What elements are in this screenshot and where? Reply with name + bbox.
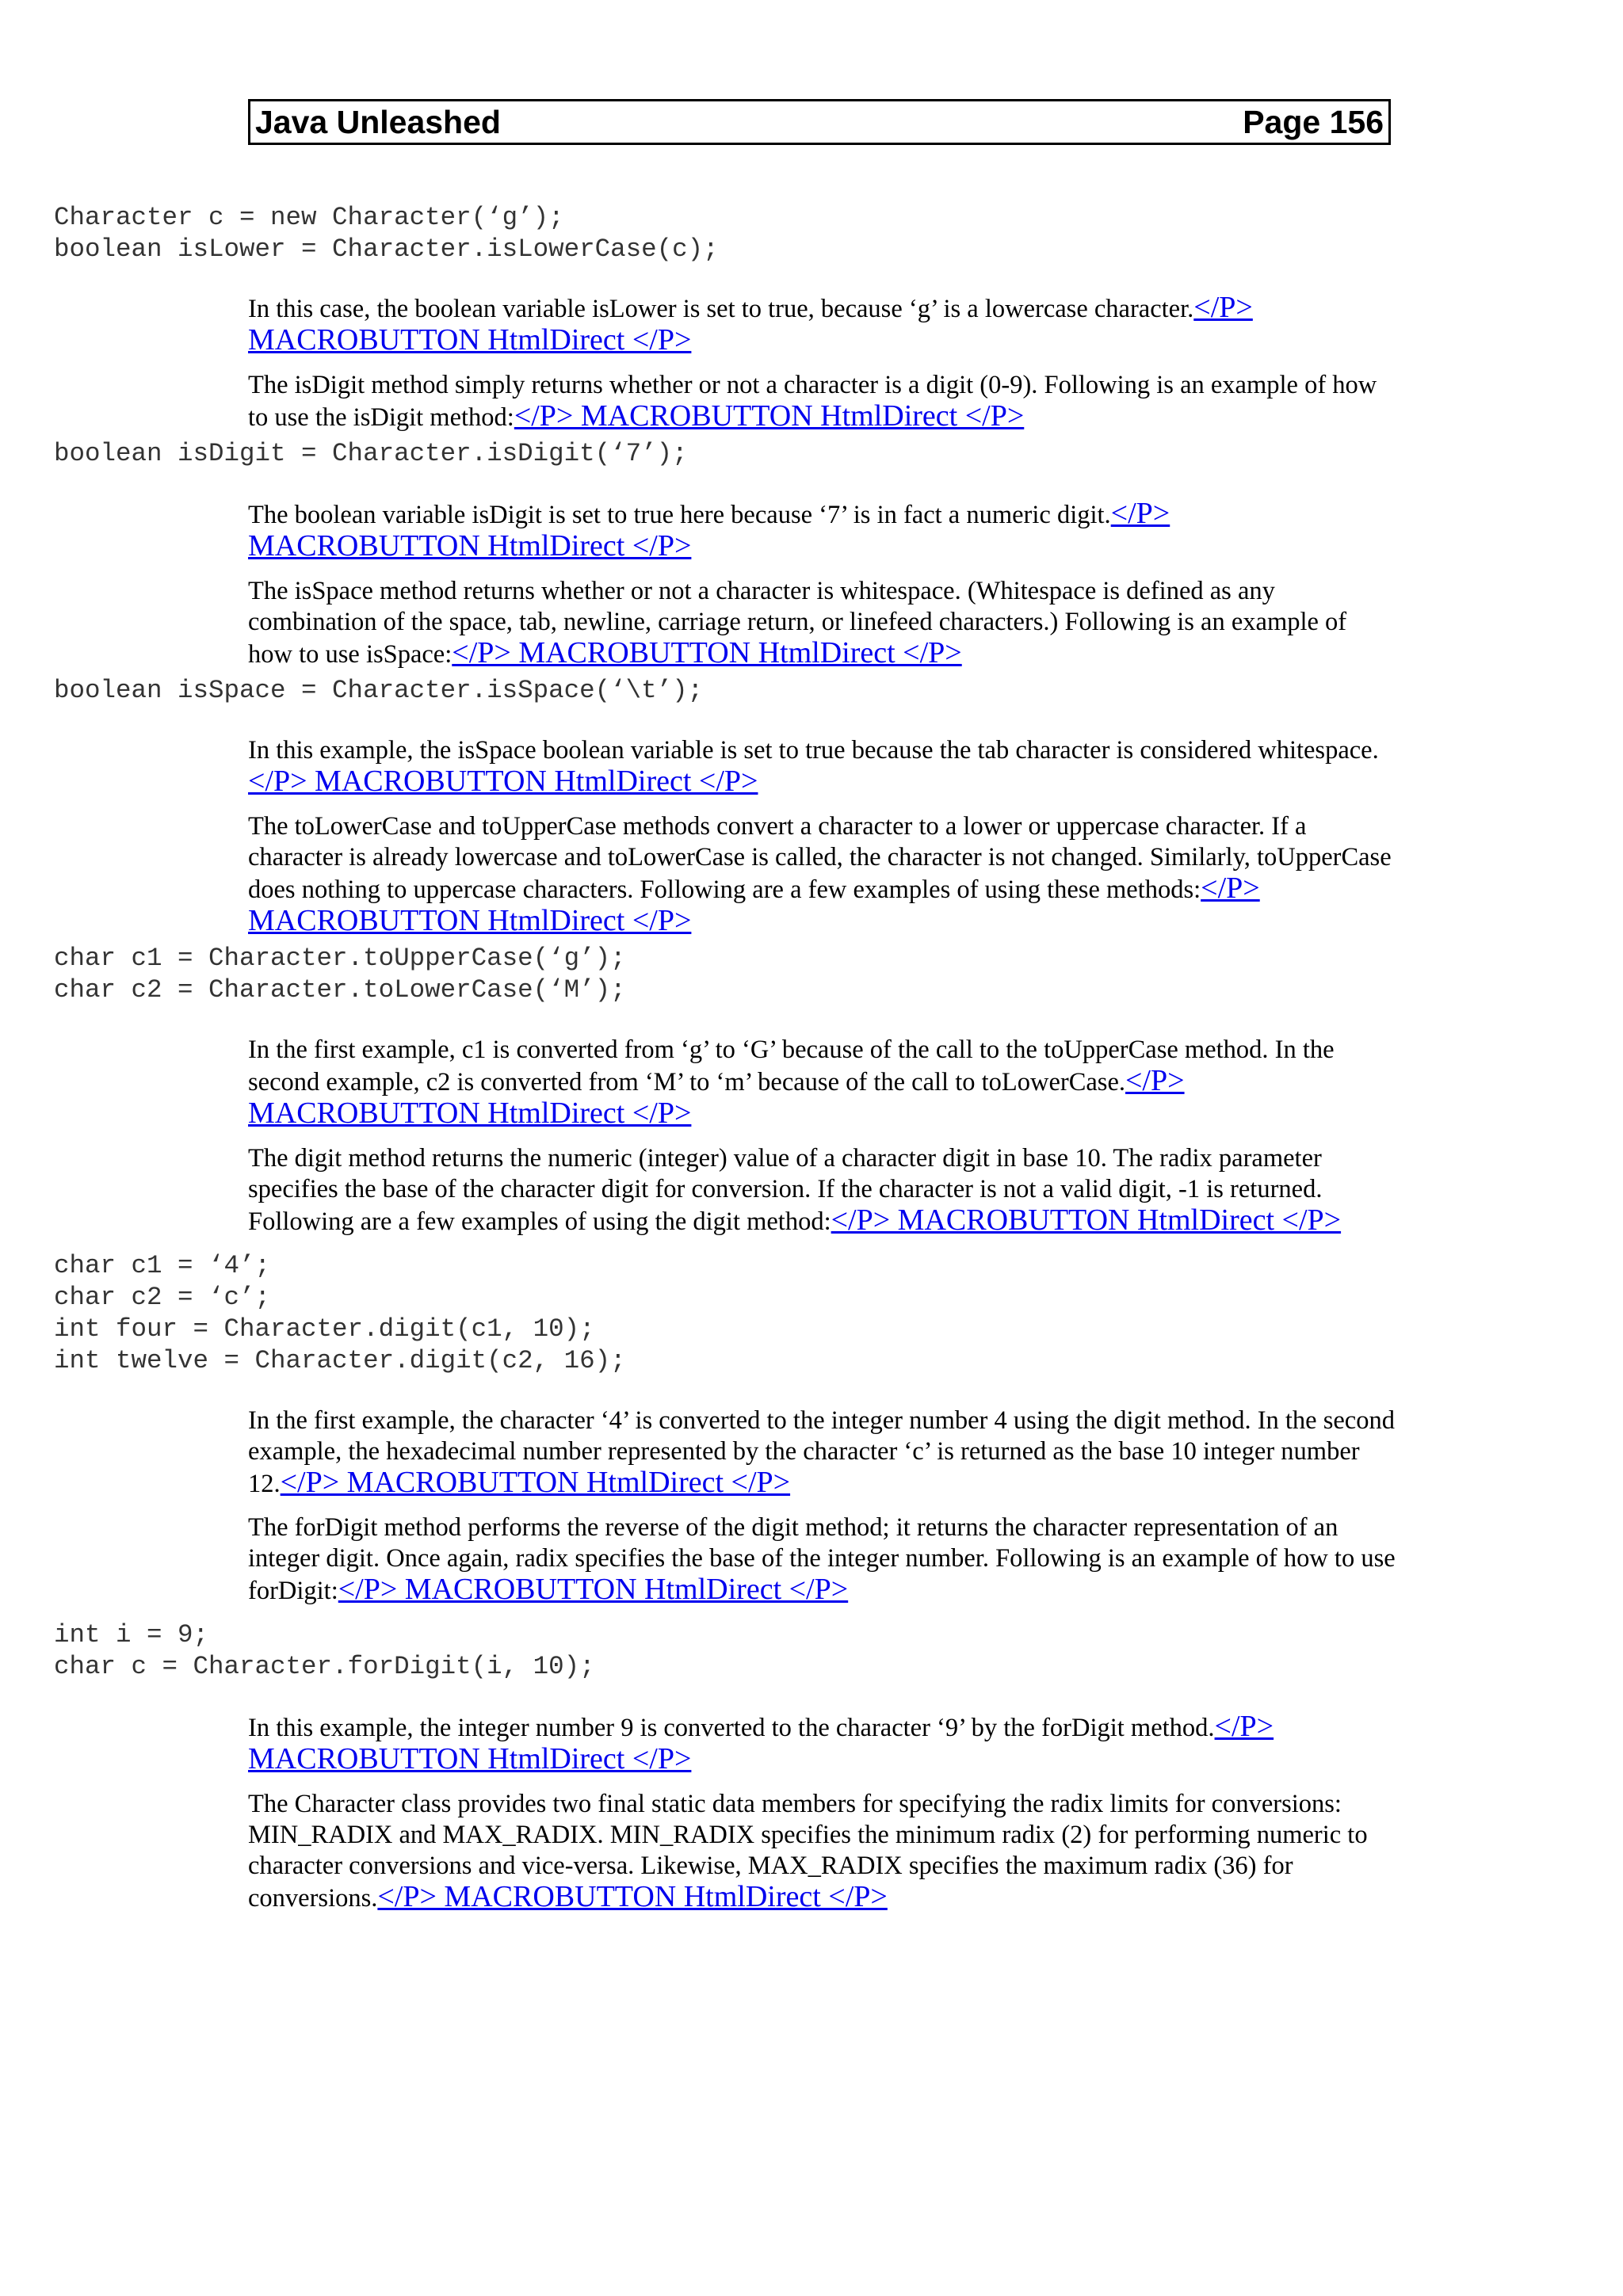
- paragraph-text: The Character class provides two final static data members for specifying the radix limits for conversions: MIN_RADIX and MAX_RADIX. MIN_RADIX specifies the minimum radix (2) for performing numeric to character conversions and vice-versa. Likewise, MAX_RADIX specifies the maximum radix (36) for conversions.: [248, 1790, 1368, 1913]
- code-line: char c = Character.forDigit(i, 10);: [54, 1652, 595, 1681]
- paragraph-text: In this case, the boolean variable isLower is set to true, because ‘g’ is a lowercase character.: [248, 295, 1194, 323]
- paragraph: [248, 811, 1397, 938]
- paragraph: [248, 735, 1397, 799]
- code-line: char c1 = ‘4’;: [54, 1251, 271, 1280]
- code-block: [0, 675, 1623, 707]
- code-line: Character c = new Character(‘g’);: [54, 203, 564, 232]
- paragraph-text: The forDigit method performs the reverse of the digit method; it returns the character representation of an integer digit. Once again, radix specifies the base of the integer number. Following is an example of how to use forDigit:: [248, 1513, 1396, 1605]
- macrobutton-link[interactable]: </P> MACROBUTTON HtmlDirect </P>: [280, 1466, 791, 1499]
- code-block: [0, 943, 1623, 1006]
- paragraph: [248, 1711, 1397, 1776]
- code-line: char c2 = ‘c’;: [54, 1283, 271, 1312]
- code-line: boolean isLower = Character.isLowerCase(c);: [54, 235, 719, 264]
- paragraph: [248, 576, 1397, 670]
- code-block: [0, 438, 1623, 470]
- book-title: Java Unleashed: [255, 103, 501, 140]
- paragraph: [248, 1143, 1397, 1238]
- code-line: int i = 9;: [54, 1620, 209, 1650]
- paragraph: [248, 1035, 1397, 1131]
- paragraph: [248, 370, 1397, 433]
- macrobutton-link[interactable]: </P> MACROBUTTON HtmlDirect </P>: [377, 1880, 888, 1913]
- paragraph: [248, 498, 1397, 563]
- macrobutton-link[interactable]: </P> MACROBUTTON HtmlDirect </P>: [248, 497, 1170, 563]
- code-block: [0, 1250, 1623, 1377]
- paragraph-text: In this example, the integer number 9 is converted to the character ‘9’ by the forDigit method.: [248, 1714, 1215, 1742]
- macrobutton-link[interactable]: </P> MACROBUTTON HtmlDirect </P>: [338, 1573, 849, 1606]
- paragraph: [248, 1405, 1397, 1500]
- paragraph: [248, 1789, 1397, 1914]
- page-number: Page 156: [1243, 103, 1384, 140]
- code-block: [0, 202, 1623, 265]
- macrobutton-link[interactable]: </P> MACROBUTTON HtmlDirect </P>: [452, 636, 962, 669]
- page-header: [248, 99, 1391, 145]
- macrobutton-link[interactable]: </P> MACROBUTTON HtmlDirect </P>: [248, 1064, 1185, 1130]
- code-line: int twelve = Character.digit(c2, 16);: [54, 1346, 626, 1375]
- paragraph-text: The toLowerCase and toUpperCase methods convert a character to a lower or uppercase character. If a character is already lowercase and toLowerCase is called, the character is not changed. Similarly, toUpperCase does nothing to uppercase characters. Following are a few examples of using these methods:: [248, 812, 1392, 904]
- macrobutton-link[interactable]: </P> MACROBUTTON HtmlDirect </P>: [248, 765, 758, 798]
- code-line: int four = Character.digit(c1, 10);: [54, 1314, 595, 1344]
- code-line: char c1 = Character.toUpperCase(‘g’);: [54, 944, 626, 973]
- paragraph: [248, 1512, 1397, 1607]
- macrobutton-link[interactable]: </P> MACROBUTTON HtmlDirect </P>: [248, 291, 1253, 357]
- code-block: [0, 1619, 1623, 1683]
- paragraph: [248, 292, 1397, 357]
- macrobutton-link[interactable]: </P> MACROBUTTON HtmlDirect </P>: [514, 399, 1025, 433]
- paragraph-text: In this example, the isSpace boolean variable is set to true because the tab character is considered whitespace.: [248, 736, 1379, 765]
- paragraph-text: The boolean variable isDigit is set to true here because ‘7’ is in fact a numeric digit.: [248, 501, 1111, 529]
- paragraph-text: The isSpace method returns whether or not a character is whitespace. (Whitespace is defined as any combination of the space, tab, newline, carriage return, or linefeed characters.) Following is an example of how to use isSpace:: [248, 577, 1347, 669]
- code-line: boolean isDigit = Character.isDigit(‘7’);: [54, 439, 688, 468]
- paragraph-text: The isDigit method simply returns whether or not a character is a digit (0-9). Following is an example of how to use the isDigit method:: [248, 371, 1377, 432]
- page-content: [0, 202, 1623, 1914]
- paragraph-text: The digit method returns the numeric (integer) value of a character digit in base 10. The radix parameter specifies the base of the character digit for conversion. If the character is not a valid digit, -1 is returned. Following are a few examples of using the digit method:: [248, 1144, 1323, 1236]
- paragraph-text: In the first example, c1 is converted from ‘g’ to ‘G’ because of the call to the toUpperCase method. In the second example, c2 is converted from ‘M’ to ‘m’ because of the call to toLowerCase.: [248, 1035, 1335, 1097]
- macrobutton-link[interactable]: </P> MACROBUTTON HtmlDirect </P>: [831, 1203, 1342, 1237]
- paragraph-text: In the first example, the character ‘4’ is converted to the integer number 4 using the digit method. In the second example, the hexadecimal number represented by the character ‘c’ is returned as the base 10 integer number 12.: [248, 1406, 1395, 1498]
- macrobutton-link[interactable]: </P> MACROBUTTON HtmlDirect </P>: [248, 871, 1260, 937]
- code-line: char c2 = Character.toLowerCase(‘M’);: [54, 975, 626, 1005]
- code-line: boolean isSpace = Character.isSpace(‘\t’);: [54, 676, 704, 705]
- macrobutton-link[interactable]: </P> MACROBUTTON HtmlDirect </P>: [248, 1710, 1274, 1775]
